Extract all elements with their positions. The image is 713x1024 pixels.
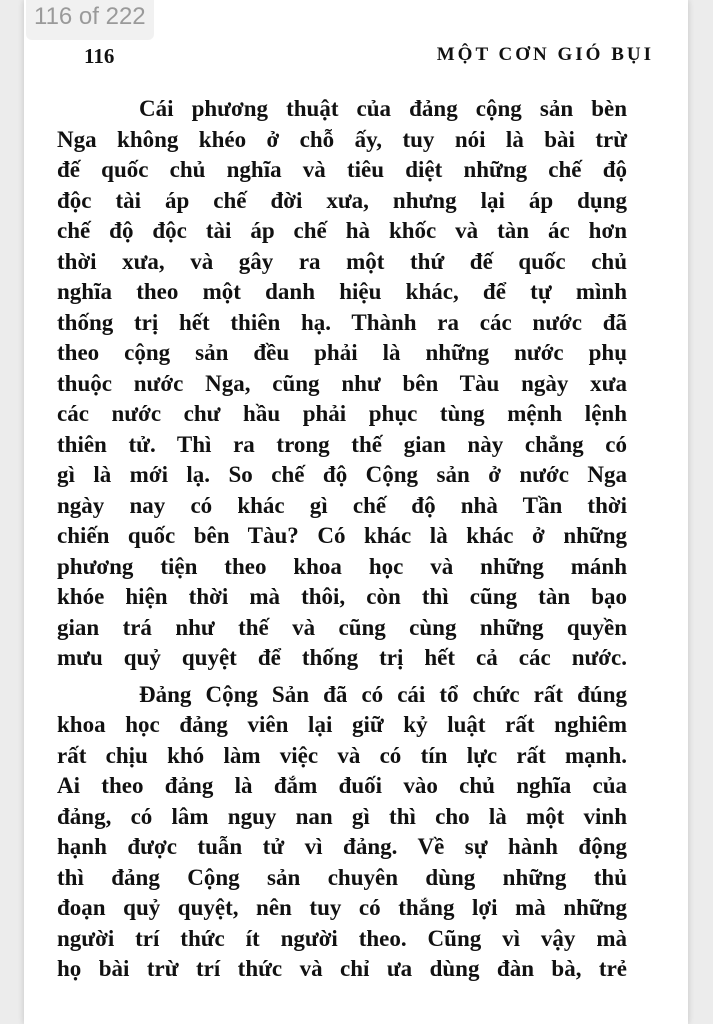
paragraph	[57, 680, 627, 985]
running-title: MỘT CƠN GIÓ BỤI	[436, 44, 654, 65]
text-line: Cái phương thuật của đảng cộng sản bèn	[139, 96, 627, 121]
text-line: độc tài áp chế đời xưa, nhưng lại áp dụng	[57, 187, 627, 213]
text-line: thì đảng Cộng sản chuyên dùng những thủ	[57, 864, 627, 890]
text-line: chiến quốc bên Tàu? Có khác là khác ở những	[57, 523, 627, 548]
text-line: gì là mới lạ. So chế độ Cộng sản ở nước Nga	[57, 462, 627, 487]
text-line: chế độ độc tài áp chế hà khốc và tàn ác hơn	[57, 218, 627, 243]
running-head	[84, 44, 654, 74]
text-line: phương tiện theo khoa học và những mánh	[57, 553, 627, 579]
text-line: đảng, có lâm nguy nan gì thì cho là một vinh	[57, 803, 627, 829]
text-line: hạnh được tuẫn tử vì đảng. Về sự hành động	[57, 834, 627, 859]
text-line: đoạn quỷ quyệt, nên tuy có thắng lợi mà những	[57, 895, 627, 920]
text-line: người trí thức ít người theo. Cũng vì vậy mà	[57, 925, 627, 951]
text-line: thống trị hết thiên hạ. Thành ra các nước đã	[57, 309, 627, 335]
paragraph	[57, 94, 627, 674]
text-line: đế quốc chủ nghĩa và tiêu diệt những chế độ	[57, 157, 627, 182]
text-line: theo cộng sản đều phải là những nước phụ	[57, 340, 627, 365]
text-line: thiên tử. Thì ra trong thế gian này chẳng có	[57, 431, 627, 457]
text-line: gian trá như thế và cũng cùng những quyền	[57, 614, 627, 640]
page-counter: 116 of 222	[26, 0, 154, 40]
text-line: rất chịu khó làm việc và có tín lực rất mạnh.	[57, 742, 627, 768]
text-line: thời xưa, và gây ra một thứ đế quốc chủ	[57, 248, 627, 274]
text-line: thuộc nước Nga, cũng như bên Tàu ngày xưa	[57, 370, 627, 396]
text-line: họ bài trừ trí thức và chỉ ưa dùng đàn bà, trẻ	[57, 956, 627, 981]
text-line: các nước chư hầu phải phục tùng mệnh lệnh	[57, 401, 627, 426]
text-line: khoa học đảng viên lại giữ kỷ luật rất nghiêm	[57, 712, 627, 737]
text-line: Ai theo đảng là đắm đuối vào chủ nghĩa của	[57, 773, 627, 798]
page-number: 116	[84, 44, 115, 68]
body-text	[57, 94, 627, 985]
text-line: Đảng Cộng Sản đã có cái tổ chức rất đúng	[139, 681, 627, 707]
text-line: khóe hiện thời mà thôi, còn thì cũng tàn bạo	[57, 584, 627, 609]
text-line: nghĩa theo một danh hiệu khác, để tự mình	[57, 279, 627, 304]
text-line: ngày nay có khác gì chế độ nhà Tần thời	[57, 492, 627, 518]
text-line: mưu quỷ quyệt để thống trị hết cả các nước.	[57, 645, 627, 670]
text-line: Nga không khéo ở chỗ ấy, tuy nói là bài trừ	[57, 126, 627, 152]
